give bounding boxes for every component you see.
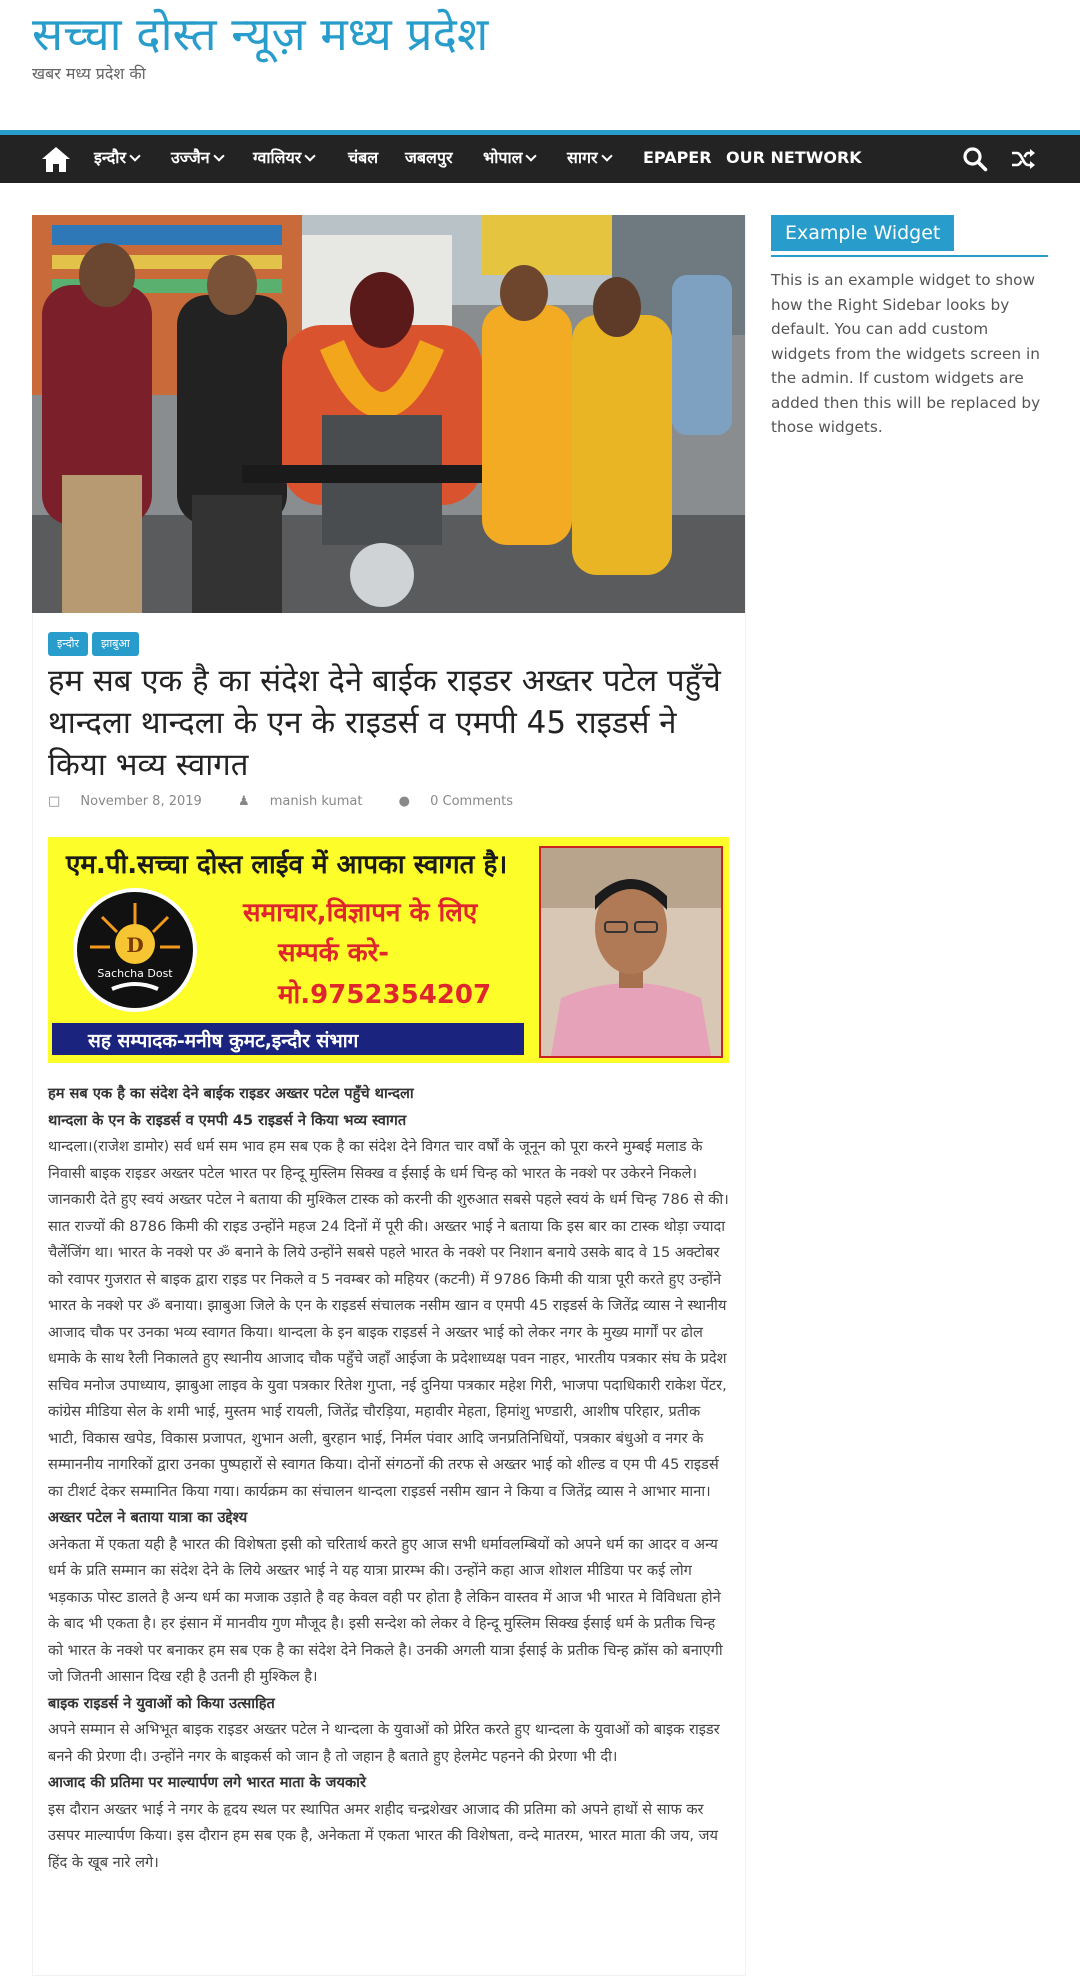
nav-item-label: उज्जैन	[171, 148, 210, 167]
widget-text: This is an example widget to show how the Right Sidebar looks by default. You can add custom widgets from the widgets screen in the admin. If custom widgets are added then this will be replaced by those widgets.	[771, 271, 1041, 436]
calendar-icon: □	[48, 794, 65, 809]
content-paragraph: अपने सम्मान से अभिभूत बाइक राइडर अख्तर पटेल ने थान्दला के युवाओं को प्रेरित करते हुए थान्दला के युवाओं को बाइक राइडर बनने की प्रेरणा दी। उन्होंने नगर के बाइकर्स को जान है तो जहान है बताते हुए हेलमेट पहनने की प्रेरणा भी दी।	[48, 1721, 720, 1765]
category-badge-jhabua[interactable]: झाबुआ	[92, 632, 139, 656]
chevron-down-icon	[526, 150, 537, 161]
site-tagline: खबर मध्य प्रदेश की	[32, 64, 146, 83]
content-paragraph: इस दौरान अख्तर भाई ने नगर के हृदय स्थल पर स्थापित अमर शहीद चन्द्रशेखर आजाद की प्रतिमा को अपने हाथों से साफ कर उसपर माल्यार्पण किया। इस दौरान हम सब एक है, अनेकता में एकता भारत की विशेषता, वन्दे मातरम, भारत माता की जय, जय हिंद के खूब नारे लगे।	[48, 1800, 718, 1871]
home-icon[interactable]	[40, 144, 72, 174]
editor-photo	[539, 846, 723, 1058]
user-icon: ♟	[237, 794, 254, 809]
nav-item-label: चंबल	[348, 148, 379, 167]
nav-item-label: सागर	[567, 148, 598, 167]
main-navigation	[0, 135, 1080, 183]
advertisement-banner[interactable]	[48, 837, 729, 1063]
post-date-text: November 8, 2019	[80, 794, 202, 809]
ad-editor-strip	[52, 1023, 524, 1055]
article-content	[48, 1081, 730, 1876]
content-paragraph: अनेकता में एकता यही है भारत की विशेषता इसी को चरितार्थ करते हुए आज सभी धर्मावलम्बियों को अपने धर्म का आदर व अन्य धर्म के प्रति सम्मान का संदेश देने के लिये अख्तर भाई ने यह यात्रा प्रारम्भ की। उन्होंने कहा आज शोशल मीडिया पर कई लोग भड़काऊ पोस्ट डालते है अन्य धर्म का मजाक उड़ाते है वह केवल वही पर होता है लेकिन वास्तव में आज भी भारत मे विविधता होने के बाद भी एकता है। हर इंसान में मानवीय गुण मौजूद है। इसी सन्देश को लेकर वे हिन्दू मुस्लिम सिक्ख ईसाई धर्म के प्रतीक चिन्ह को भारत के नक्शे पर बनाकर हम सब एक है का संदेश देने निकले है। उनकी अगली यात्रा ईसाई के प्रतीक चिन्ह क्रॉस को बनाएगी जो जितनी आसान दिख रही है उतनी ही मुश्किल है।	[48, 1535, 723, 1685]
post-author-text: manish kumat	[269, 794, 363, 809]
chevron-down-icon	[129, 150, 140, 161]
article-meta	[48, 794, 738, 809]
comment-icon: ●	[398, 794, 415, 809]
nav-item-bhopal[interactable]	[483, 135, 535, 183]
content-subheading: हम सब एक है का संदेश देने बाईक राइडर अख्तर पटेल पहुँचे थान्दला	[48, 1085, 414, 1102]
nav-item-chambal[interactable]	[348, 135, 378, 183]
nav-item-sagar[interactable]	[567, 135, 611, 183]
nav-item-label: EPAPER	[643, 148, 712, 167]
category-badge-indore[interactable]: इन्दौर	[48, 632, 88, 656]
site-title[interactable]: सच्चा दोस्त न्यूज़ मध्य प्रदेश	[32, 7, 489, 61]
logo-text: Sachcha Dost	[97, 967, 173, 980]
post-author[interactable]	[238, 794, 379, 809]
chevron-down-icon	[305, 150, 316, 161]
chevron-down-icon	[213, 150, 224, 161]
nav-item-label: भोपाल	[483, 148, 523, 167]
logo-letter: D	[126, 933, 144, 957]
category-badges	[48, 632, 143, 654]
search-icon[interactable]	[962, 146, 988, 172]
nav-item-jabalpur[interactable]	[405, 135, 453, 183]
nav-item-label: OUR NETWORK	[726, 148, 862, 167]
nav-item-label: ग्वालियर	[253, 148, 302, 167]
nav-item-indore[interactable]	[94, 135, 139, 183]
chevron-down-icon	[601, 150, 612, 161]
post-date[interactable]	[48, 794, 218, 809]
article-title: हम सब एक है का संदेश देने बाईक राइडर अख्तर पटेल पहुँचे थान्दला थान्दला के एन के राइडर्स व एमपी 45 राइडर्स ने किया भव्य स्वागत	[48, 663, 721, 783]
sachcha-dost-logo	[72, 887, 198, 1013]
content-subheading: थान्दला के एन के राइडर्स व एमपी 45 राइडर्स ने किया भव्य स्वागत	[48, 1111, 407, 1129]
nav-item-ujjain[interactable]	[171, 135, 223, 183]
featured-image[interactable]	[32, 215, 745, 613]
content-subheading: बाइक राइडर्स ने युवाओं को किया उत्साहित	[48, 1694, 275, 1712]
nav-item-label: जबलपुर	[405, 148, 453, 167]
nav-item-label: इन्दौर	[94, 148, 126, 167]
ad-headline: एम.पी.सच्चा दोस्त लाईव में आपका स्वागत है।	[66, 850, 508, 880]
ad-editor-text: सह सम्पादक-मनीष कुमट,इन्दौर संभाग	[88, 1030, 359, 1052]
site-header	[0, 0, 1080, 130]
nav-item-epaper[interactable]	[643, 135, 712, 183]
content-subheading: आजाद की प्रतिमा पर माल्यार्पण लगे भारत माता के जयकारे	[48, 1774, 366, 1791]
ad-line-news: समाचार,विज्ञापन के लिए	[243, 898, 478, 928]
post-comments[interactable]	[399, 794, 529, 809]
nav-item-our-network[interactable]	[726, 135, 862, 183]
random-icon[interactable]	[1010, 146, 1036, 172]
ad-line-contact: सम्पर्क करे-	[278, 938, 390, 968]
widget-title: Example Widget	[771, 215, 954, 251]
post-comments-text: 0 Comments	[430, 794, 513, 809]
ad-phone-number: मो.9752354207	[278, 980, 492, 1010]
sidebar-widget-header	[771, 215, 1048, 257]
nav-item-gwalior[interactable]	[253, 135, 314, 183]
content-paragraph: थान्दला।(राजेश डामोर) सर्व धर्म सम भाव हम सब एक है का संदेश देने विगत चार वर्षों के जूनून को पूरा करने मुम्बई मलाड के निवासी बाइक राइडर अख्तर पटेल भारत पर हिन्दू मुस्लिम सिक्ख व ईसाई के धर्म चिन्ह को भारत के नक्शे पर उकेरने निकले। जानकारी देते हुए स्वयं अख्तर पटेल ने बताया की मुश्किल टास्क को करनी की शुरुआत सबसे पहले स्वयं के धर्म चिन्ह 786 से की। सात राज्यों की 8786 किमी की राइड उन्होंने महज 24 दिनों में पूरी की। अख्तर भाई ने बताया कि इस बार का टास्क थोड़ा ज्यादा चैलेंजिंग था। भारत के नक्शे पर ॐ बनाने के लिये उन्होंने सबसे पहले भारत के नक्शे पर निशान बनाये उसके बाद वे 15 अक्टोबर को रवापर गुजरात से बाइक द्वारा राइड पर निकले व 5 नवम्बर को महियर (कटनी) में 9786 किमी की यात्रा पूरी करते हुए उन्होंने भारत के नक्शे पर ॐ बनाया। झाबुआ जिले के एन के राइडर्स संचालक नसीम खान व एमपी 45 राइडर्स के जितेंद्र व्यास ने स्थानीय आजाद चौक पर उनका भव्य स्वागत किया। थान्दला के इन बाइक राइडर्स ने अख्तर भाई को लेकर नगर के मुख्य मार्गों पर ढोल धमाके के साथ रैली निकालते हुए स्थानीय आजाद चौक पहुँचे जहाँ आईजा के प्रदेशाध्यक्ष पवन नाहर, भारतीय पत्रकार संघ के प्रदेश सचिव मनोज उपाध्याय, झाबुआ लाइव के युवा पत्रकार रितेश गुप्ता, नई दुनिया पत्रकार महेश गिरी, भाजपा पदाधिकारी राकेश पेंटर, कांग्रेस मीडिया सेल के शमी भाई, मुस्तम भाई रायली, जितेंद्र चौरड़िया, महावीर मेहता, हिमांशु भण्डारी, आशीष परिहार, प्रतीक भाटी, विकास खपेड, विकास प्रजापत, शुभान अली, बुरहान भाई, निर्मल पंवार आदि जनप्रतिनिधियों, पत्रकार बंधुओ व नगर के सम्माननीय नागरिकों द्वारा उनका पुष्पहारों से स्वागत किया। दोनों संगठनों की तरफ से अख्तर भाई को शील्ड व एम पी 45 राइडर्स का टीशर्ट देकर सम्मानित किया गया। कार्यक्रम का संचालन थान्दला राइडर्स नसीम खान ने किया व जितेंद्र व्यास ने आभार माना।	[48, 1138, 729, 1500]
content-subheading: अख्तर पटेल ने बताया यात्रा का उद्देश्य	[48, 1509, 248, 1526]
